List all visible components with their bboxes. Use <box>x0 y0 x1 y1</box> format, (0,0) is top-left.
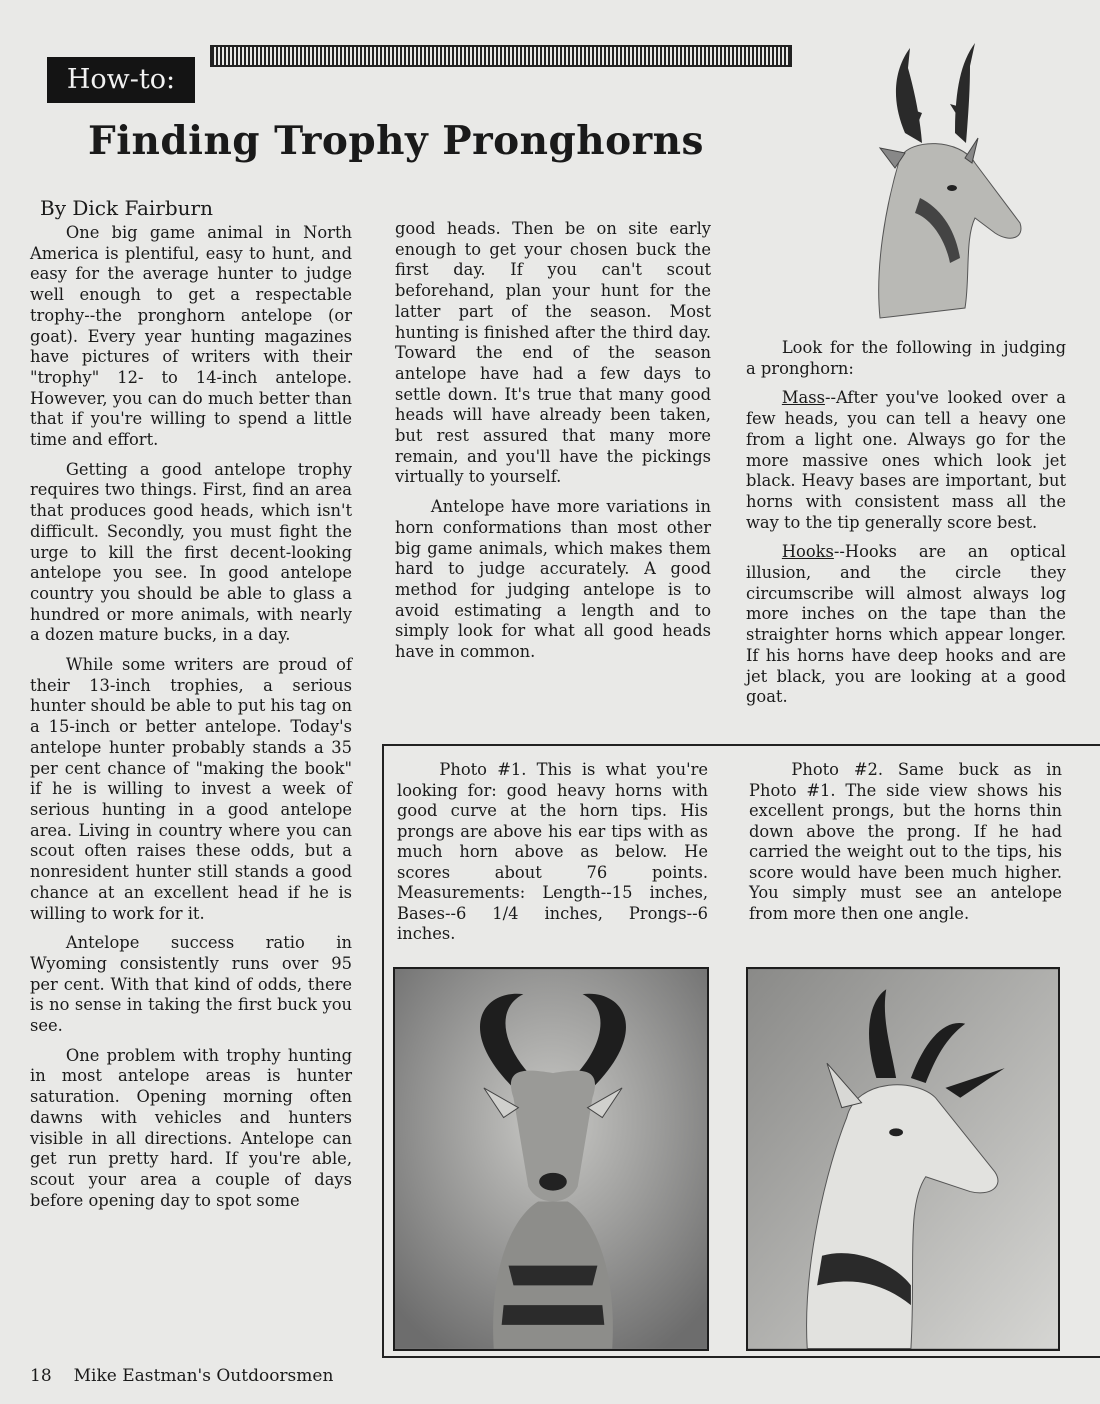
paragraph: Look for the following in judging a pronghorn: <box>746 338 1066 378</box>
paragraph: One problem with trophy hunting in most antelope areas is hunter saturation. Opening morning often dawns with vehicles and hunters visible in all directions. Antelope can get run pretty hard. If you're able, scout your area a couple of days before opening day to spot some <box>30 1045 352 1210</box>
article-title: Finding Trophy Pronghorns <box>88 118 704 164</box>
paragraph-hooks <box>746 542 1066 708</box>
photo-1-caption: Photo #1. This is what you're looking for: good heavy horns with good curve at the horn tips. His prongs are above his ear tips with as much horn above as below. He scores about 76 points. Measurements: Length--15 inches, Bases--6 1/4 inches, Prongs--6 inches. <box>397 760 708 943</box>
pronghorn-drawing <box>860 38 1035 338</box>
paragraph: Getting a good antelope trophy requires two things. First, find an area that produces good heads, which isn't difficult. Secondly, you must fight the urge to kill the first decent-looking antelope you see. In good antelope country you should be able to glass a hundred or more animals, with nearly a dozen mature bucks, in a day. <box>30 459 352 645</box>
article-column-1 <box>30 223 352 1220</box>
paragraph-mass <box>746 388 1066 533</box>
decorative-rule <box>210 45 792 67</box>
paragraph: good heads. Then be on site early enough to get your chosen buck the first day. If you can't scout beforehand, plan your hunt for the latter part of the season. Most hunting is finished after the third day. Toward the end of the season antelope have had a few days to settle down. It's true that many good heads will have already been taken, but rest assured that many more remain, and you'll have the pickings virtually to yourself. <box>395 219 711 487</box>
page-number: 18 <box>30 1366 52 1386</box>
publication-name: Mike Eastman's Outdoorsmen <box>73 1366 334 1386</box>
photo-2-side-view <box>746 967 1060 1351</box>
photo-1-front-view <box>393 967 709 1351</box>
paragraph: One big game animal in North America is plentiful, easy to hunt, and easy for the average hunter to judge well enough to get a respectable trophy--the pronghorn antelope (or goat). Every year hunting magazines have pictures of writers with their "trophy" 12- to 14-inch antelope. However, you can do much better than that if you're willing to spend a little time and effort. <box>30 223 352 450</box>
paragraph: While some writers are proud of their 13-inch trophies, a serious hunter should be able to put his tag on a 15-inch or better antelope. Today's antelope hunter probably stands a 35 per cent chance of "making the book" if he is willing to invest a week of serious hunting in a good antelope area. Living in country where you can scout often raises these odds, but a nonresident hunter still stands a good chance at an excellent head if he is willing to work for it. <box>30 655 352 923</box>
page-footer <box>30 1366 355 1386</box>
paragraph: Antelope success ratio in Wyoming consistently runs over 95 per cent. With that kind of odds, there is no sense in taking the first buck you see. <box>30 933 352 1036</box>
section-label: How-to: <box>47 57 195 103</box>
article-column-2 <box>395 219 711 672</box>
hooks-text: --Hooks are an optical illusion, and the circle they circumscribe will almost always log more inches on the tape than the straighter horns which appear longer. If his horns have deep hooks and are jet black, you are looking at a good goat. <box>746 542 1066 707</box>
article-column-3 <box>746 338 1066 717</box>
mass-heading: Mass <box>781 388 825 408</box>
photo-box-border <box>382 744 384 1358</box>
photo-box-border <box>383 744 1100 746</box>
mass-text: --After you've looked over a few heads, you can tell a heavy one from a light one. Always go for the more massive ones which look jet black. Heavy bases are important, but horns with consistent mass all the way to the tip generally score best. <box>746 388 1066 532</box>
paragraph: Antelope have more variations in horn conformations than most other big game animals, which makes them hard to judge accurately. A good method for judging antelope is to avoid estimating a length and to simply look for what all good heads have in common. <box>395 497 711 662</box>
photo-box-border <box>382 1356 1100 1358</box>
byline: By Dick Fairburn <box>40 196 213 220</box>
photo-2-caption: Photo #2. Same buck as in Photo #1. The side view shows his excellent prongs, but the horns thin down above the prong. If he had carried the weight out to the tips, his score would have been much higher. You simply must see an antelope from more then one angle. <box>749 760 1062 923</box>
hooks-heading: Hooks <box>781 542 834 562</box>
